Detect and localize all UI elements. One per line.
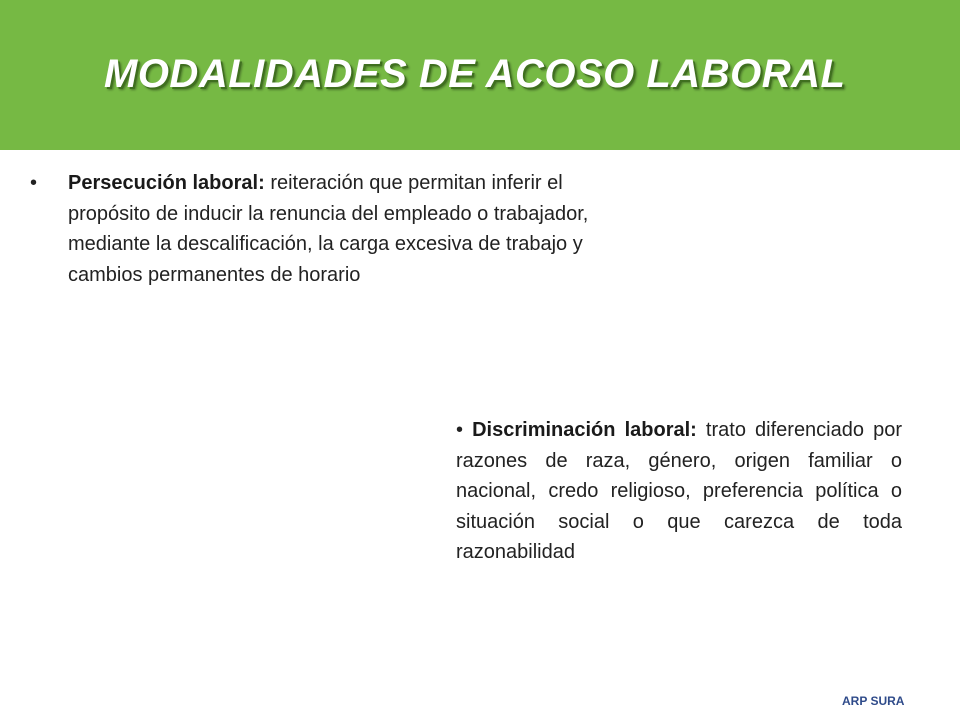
bullet-term: Discriminación laboral:: [472, 419, 697, 441]
slide-title: MODALIDADES DE ACOSO LABORAL: [104, 52, 846, 96]
bullet-discriminacion-laboral: [456, 415, 902, 568]
bullet-text: [68, 168, 590, 290]
bullet-description: reiteración que permitan inferir el propósito de inducir la renuncia del empleado o trabajador, mediante la descalificación, la carga excesiva de trabajo y cambios permanentes de horario: [68, 172, 589, 286]
bullet-description: trato diferenciado por razones de raza, género, origen familiar o nacional, credo religioso, preferencia política o situación social o que carezca de toda razonabilidad: [456, 419, 902, 563]
footer-brand: ARP SURA: [842, 694, 905, 708]
bullet-marker: •: [30, 172, 38, 194]
bullet-marker: •: [456, 419, 464, 441]
bullet-term: Persecución laboral:: [68, 172, 265, 194]
bullet-persecucion-laboral: [30, 168, 590, 290]
